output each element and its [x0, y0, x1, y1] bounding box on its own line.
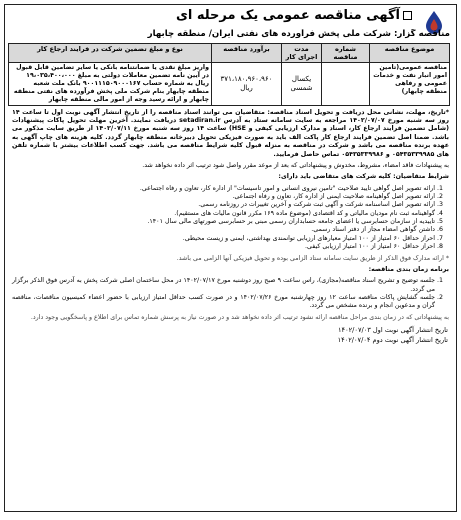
schedule-list-wrap	[12, 277, 449, 310]
schedule-title: برنامه زمان بندی مناقصه:	[368, 265, 449, 273]
header-subject: موضوع مناقصه	[370, 44, 450, 63]
cell-duration: یکسال شمسی	[282, 63, 322, 105]
notice-header	[5, 5, 456, 41]
list-item: 2. ارائه تصویر اصل گواهینامه صلاحیت ایمنی از اداره کار، تعاون و رفاه اجتماعی.	[12, 193, 435, 201]
tender-table-header	[9, 44, 450, 63]
list-item: 8. احراز حداقل ۶۰ امتیاز از ۱۰۰ امتیاز ارزیابی کیفی.	[12, 243, 435, 251]
conditions-list	[12, 185, 449, 252]
list-item: 2. جلسه گشایش پاکات مناقصه ساعت ۱۲ روز چهارشنبه مورخ ۱۴۰۲/۰۷/۲۶ و در صورت کسب حداقل امتیاز ارزیابی با حضور اعضاء کمیسیون مناقصات، مناقصه گران و مدعوین انجام و برنده مشخص می گردد.	[12, 294, 435, 311]
cell-guarantee: واریز مبلغ نقدی یا ضمانتنامه بانکی یا سایر تضامین قابل قبول در آیین نامه تضمین معاملات دولتی به مبلغ ۱۹،۰۳۵،۴۰۰،۰۰۰ ریال به شماره حساب ۹۰۰۱۱۱۵۰۹۰۰۰۱۶۷ بانک ملت شعبه منطقه چابهار بنام شرکت ملی پخش فرآورده های نفتی منطقه چابهار و ارائه رسید وجه از امور مالی منطقه چابهار	[9, 63, 212, 105]
cell-number	[322, 63, 370, 105]
conditions-list-wrap	[12, 185, 449, 252]
table-row	[9, 63, 450, 105]
organizer-line: مناقصه گزار: شرکت ملی پخش فرآورده های نفتی ایران/ منطقه چابهار	[147, 29, 450, 39]
page-title: آگهی مناقصه عمومی یک مرحله ای	[176, 8, 412, 23]
square-bullet-icon	[403, 11, 412, 20]
tender-notice	[4, 4, 457, 512]
conditions-title: شرایط متقاضیان: کلیه شرکت های متقاضی باید دارای:	[278, 173, 449, 181]
list-item: 6. داشتن گواهی امضاء مجاز از دفتر اسناد رسمی.	[12, 226, 435, 234]
note-line: * ارائه مدارک فوق الذکر از طریق سایت سامانه ستاد الزامی بوده و تحویل فیزیکی آنها الزامی می باشد.	[176, 254, 449, 262]
list-item: 7. احراز حداقل ۶۰ امتیاز از ۱۰۰ امتیاز معیارهای ارزیابی توانمندی بهداشتی، ایمنی و زیست محیطی.	[12, 235, 435, 243]
cell-estimate: ۳۷۱،۱۸۰،۹۶۰،۹۶۰ ریال	[212, 63, 282, 105]
notice-paragraph: *تاریخ، مهلت، نشانی محل دریافت و تحویل اسناد مناقصه: متقاضیان می توانند اسناد مناقصه را از تاریخ انتشار آگهی نوبت اول تا ساعت ۱۴ روز سه شنبه مورخ ۱۴۰۲/۰۷/۰۷ مراجعه به سایت سامانه ستاد به آدرس setadiran.ir دریافت نمایند. آخرین مهلت تحویل پاکات پیشنهادات (شامل تضمین فرایند ارجاع کار، اسناد و مدارک ارزیابی کیفی و HSE) ساعت ۱۴ روز سه شنبه مورخ ۱۴۰۲/۰۷/۱۱ از طریق سایت مذکور می باشد. ضمنا اصل تضمین فرایند ارجاع کار پاکت الف باید به صورت فیزیکی تحویل دبیرخانه منطقه چابهار گردد. کلیه هزینه های چاپ آگهی به عهده برنده مناقصه می باشد و شرکت در مناقصه به منزله قبول کلیه شرایط مناقصه می باشد. جهت کسب اطلاعات بیشتر با شماره تلفن های ۰۵۴۳۵۳۳۹۹۸۵ و ۰۵۴۳۵۳۳۹۹۸۶ تماس حاصل فرمایید.	[12, 108, 449, 158]
header-guarantee: نوع و مبلغ تضمین شرکت در فرایند ارجاع کار	[9, 44, 212, 63]
tender-table	[8, 43, 450, 106]
list-item: 1. جلسه توضیح و تشریح اسناد مناقصه(مجازی)، راس ساعت ۹ صبح روز دوشنبه مورخ ۱۴۰۲/۰۷/۱۷ در محل ساختمان اصلی شرکت پخش به آدرس فوق الذکر برگزار می گردد.	[12, 277, 435, 294]
final-note: به پیشنهاداتی که در زمان بندی مراحل مناقصه ارائه نشود ترتیب اثر داده نخواهد شد و در صورت نیاز به پرسش شماره تماس برای اطلاع و پاسخگویی وجود دارد.	[30, 313, 449, 321]
list-item: 1. ارائه تصویر اصل گواهی تایید صلاحیت "تامین نیروی انسانی و امور تاسیسات" از اداره کار، تعاون و رفاه اجتماعی.	[12, 185, 435, 193]
cell-subject: مناقصه عمومی(تامین امور انبار نفت و خدمات عمومی و رفاهی منطقه چابهار)	[370, 63, 450, 105]
notice-note: به پیشنهادات فاقد امضاء، مشروط، مخدوش و پیشنهاداتی که بعد از موعد مقرر واصل شود ترتیب اثر داده نخواهد شد.	[142, 161, 449, 169]
header-number: شماره مناقصه	[322, 44, 370, 63]
list-item: 3. ارائه تصویر اصل اساسنامه شرکت و آگهی ثبت شرکت و آخرین تغییرات در روزنامه رسمی.	[12, 201, 435, 209]
schedule-list	[12, 277, 449, 310]
list-item: 4. گواهینامه ثبت نام مودیان مالیاتی و کد اقتصادی (موضوع ماده ۱۶۹ مکرر قانون مالیات های مستقیم).	[12, 210, 435, 218]
header-duration: مدت اجرای کار	[282, 44, 322, 63]
list-item: 5. تاییدیه از سازمان حسابرسی یا اعضای جامعه حسابداران رسمی مبنی بر حسابرسی صورتهای مالی سال ۱۴۰۱.	[12, 218, 435, 226]
header-estimate: برآورد مناقصه	[212, 44, 282, 63]
publication-dates	[13, 326, 448, 346]
second-publication-date: تاریخ انتشار آگهی نوبت دوم ۱۴۰۲/۰۷/۰۴	[337, 335, 448, 344]
first-publication-date: تاریخ انتشار آگهی نوبت اول ۱۴۰۲/۰۷/۰۳	[338, 326, 448, 335]
